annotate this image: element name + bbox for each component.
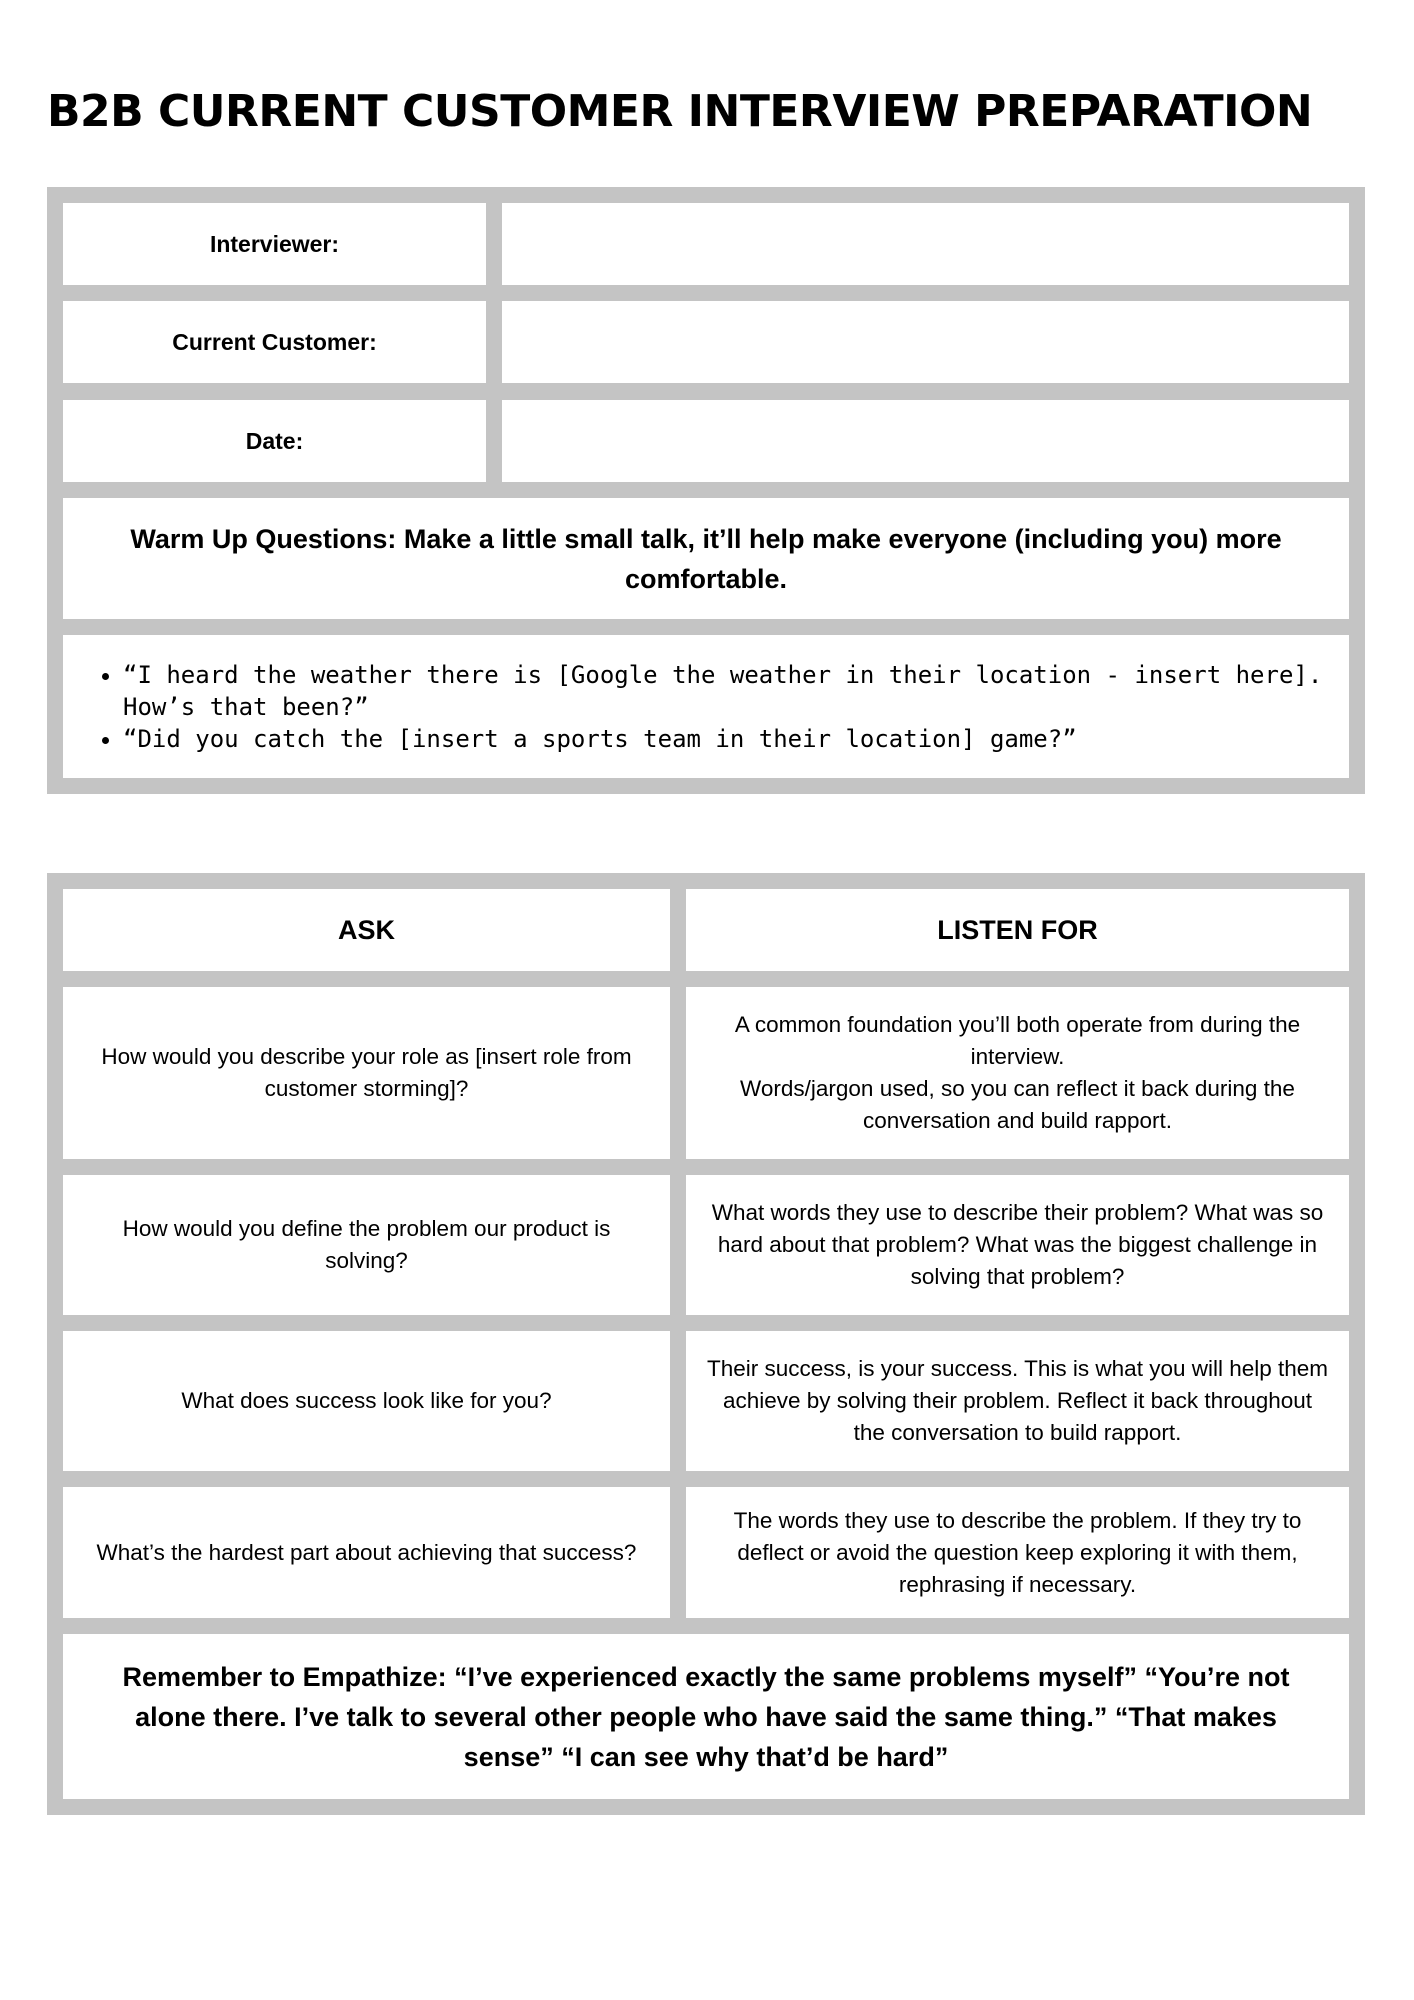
- ask-question: How would you describe your role as [insert role from customer storming]?: [63, 987, 670, 1159]
- warmup-heading: Warm Up Questions: Make a little small talk, it’ll help make everyone (including you) more comfortable.: [63, 498, 1349, 619]
- warmup-question-list: [63, 659, 1349, 755]
- interviewer-label: Interviewer:: [63, 203, 486, 285]
- listen-column-header: LISTEN FOR: [686, 889, 1349, 971]
- listen-for-cell: [686, 1331, 1349, 1471]
- ask-question: What’s the hardest part about achieving that success?: [63, 1487, 670, 1618]
- current-customer-label: Current Customer:: [63, 301, 486, 383]
- warmup-questions: [63, 635, 1349, 778]
- listen-for-cell: [686, 1175, 1349, 1315]
- listen-for-text: A common foundation you’ll both operate from during the interview.: [734, 1012, 1301, 1069]
- date-label: Date:: [63, 400, 486, 482]
- ask-column-header: ASK: [63, 889, 670, 971]
- empathize-reminder: Remember to Empathize: “I’ve experienced exactly the same problems myself” “You’re not alone there. I’ve talk to several other people who have said the same thing.” “That makes sense” “I can see why that’d be hard”: [63, 1634, 1349, 1799]
- listen-for-text: The words they use to describe the problem. If they try to deflect or avoid the question keep exploring it with them, rephrasing if necessary.: [733, 1507, 1302, 1597]
- interviewer-field[interactable]: [502, 203, 1349, 285]
- warmup-question: • “Did you catch the [insert a sports team in their location] game?”: [123, 723, 1349, 755]
- listen-for-cell: [686, 1487, 1349, 1618]
- listen-for-text: Words/jargon used, so you can reflect it back during the conversation and build rapport.: [740, 1076, 1295, 1133]
- listen-for-text: Their success, is your success. This is what you will help them achieve by solving their problem. Reflect it back throughout the conversation to build rapport.: [706, 1356, 1329, 1445]
- current-customer-field[interactable]: [502, 301, 1349, 383]
- warmup-question: • “I heard the weather there is [Google the weather in their location - insert here]. How’s that been?”: [123, 659, 1349, 723]
- interview-details-table: [47, 187, 1365, 794]
- listen-for-cell: [686, 987, 1349, 1159]
- ask-listen-table: [47, 873, 1365, 1815]
- ask-question: How would you define the problem our product is solving?: [63, 1175, 670, 1315]
- page-title: B2B CURRENT CUSTOMER INTERVIEW PREPARATION: [47, 86, 1313, 137]
- listen-for-text: What words they use to describe their problem? What was so hard about that problem? What was the biggest challenge in solving that problem?: [711, 1200, 1324, 1289]
- date-field[interactable]: [502, 400, 1349, 482]
- ask-question: What does success look like for you?: [63, 1331, 670, 1471]
